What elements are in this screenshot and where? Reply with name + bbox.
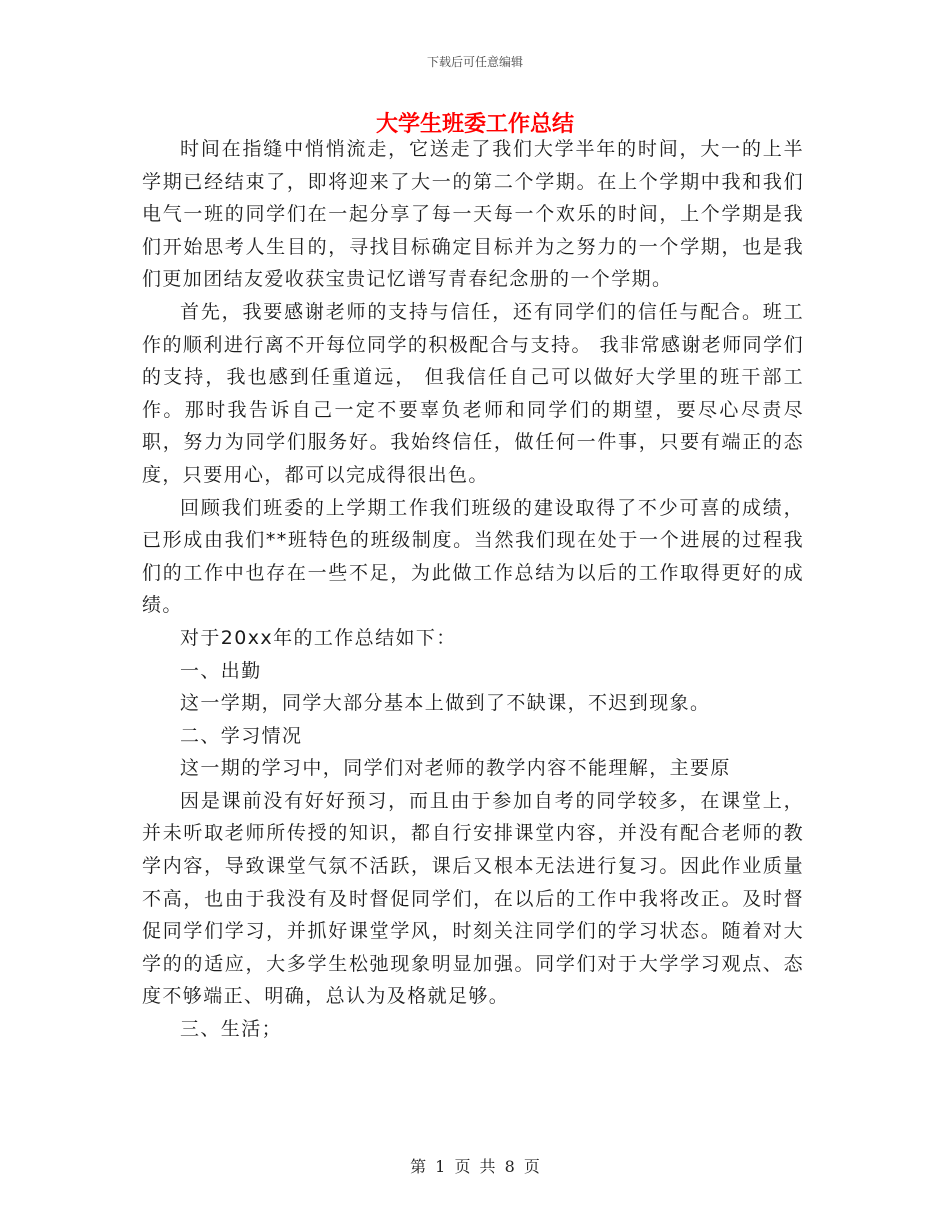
document-title: 大学生班委工作总结	[375, 112, 574, 137]
document-body	[142, 133, 804, 1046]
paragraph-summary-lead: 对于20xx年的工作总结如下：	[180, 626, 457, 649]
paragraph-intro: 时间在指缝中悄悄流走，它送走了我们大学半年的时间，大一的上半学期已经结束了，即将迎来了大一的第二个学期。在上个学期中我和我们电气一班的同学们在一起分享了每一天每一个欢乐的时间，上个学期是我们开始思考人生目的，寻找目标确定目标并为之努力的一个学期，也是我们更加团结友爱收获宝贵记忆谱写青春纪念册的一个学期。	[142, 138, 804, 291]
section-heading-life: 三、生活；	[180, 1018, 283, 1041]
paragraph-review: 回顾我们班委的上学期工作我们班级的建设取得了不少可喜的成绩，已形成由我们**班特色的班级制度。当然我们现在处于一个进展的过程我们的工作中也存在一些不足，为此做工作总结为以后的工作取得更好的成绩。	[142, 496, 804, 617]
paragraph-study-first-line: 这一期的学习中，同学们对老师的教学内容不能理解，主要原	[180, 757, 731, 780]
paragraph-thanks: 首先，我要感谢老师的支持与信任，还有同学们的信任与配合。班工作的顺利进行离不开每位同学的积极配合与支持。 我非常感谢老师同学们的支持，我也感到任重道远， 但我信任自己可以做好大学里的班干部工作。那时我告诉自己一定不要辜负老师和同学们的期望，要尽心尽责尽职，努力为同学们服务好。我始终信任，做任何一件事，只要有端正的态度，只要用心，都可以完成得很出色。	[142, 300, 804, 486]
paragraph-attendance: 这一学期，同学大部分基本上做到了不缺课，不迟到现象。	[180, 692, 711, 715]
section-heading-study: 二、学习情况	[180, 724, 303, 747]
header-note: 下载后可任意编辑	[426, 55, 523, 69]
page-number-footer: 第 1 页 共 8 页	[410, 1157, 540, 1176]
paragraph-study: 因是课前没有好好预习，而且由于参加自考的同学较多，在课堂上，并未听取老师所传授的知识，都自行安排课堂内容，并没有配合老师的教学内容，导致课堂气氛不活跃，课后又根本无法进行复习。因此作业质量不高，也由于我没有及时督促同学们，在以后的工作中我将改正。及时督促同学们学习，并抓好课堂学风，时刻关注同学们的学习状态。随着对大学的的适应，大多学生松弛现象明显加强。同学们对于大学学习观点、态度不够端正、明确，总认为及格就足够。	[142, 789, 804, 1008]
section-heading-attendance: 一、出勤	[180, 659, 262, 682]
